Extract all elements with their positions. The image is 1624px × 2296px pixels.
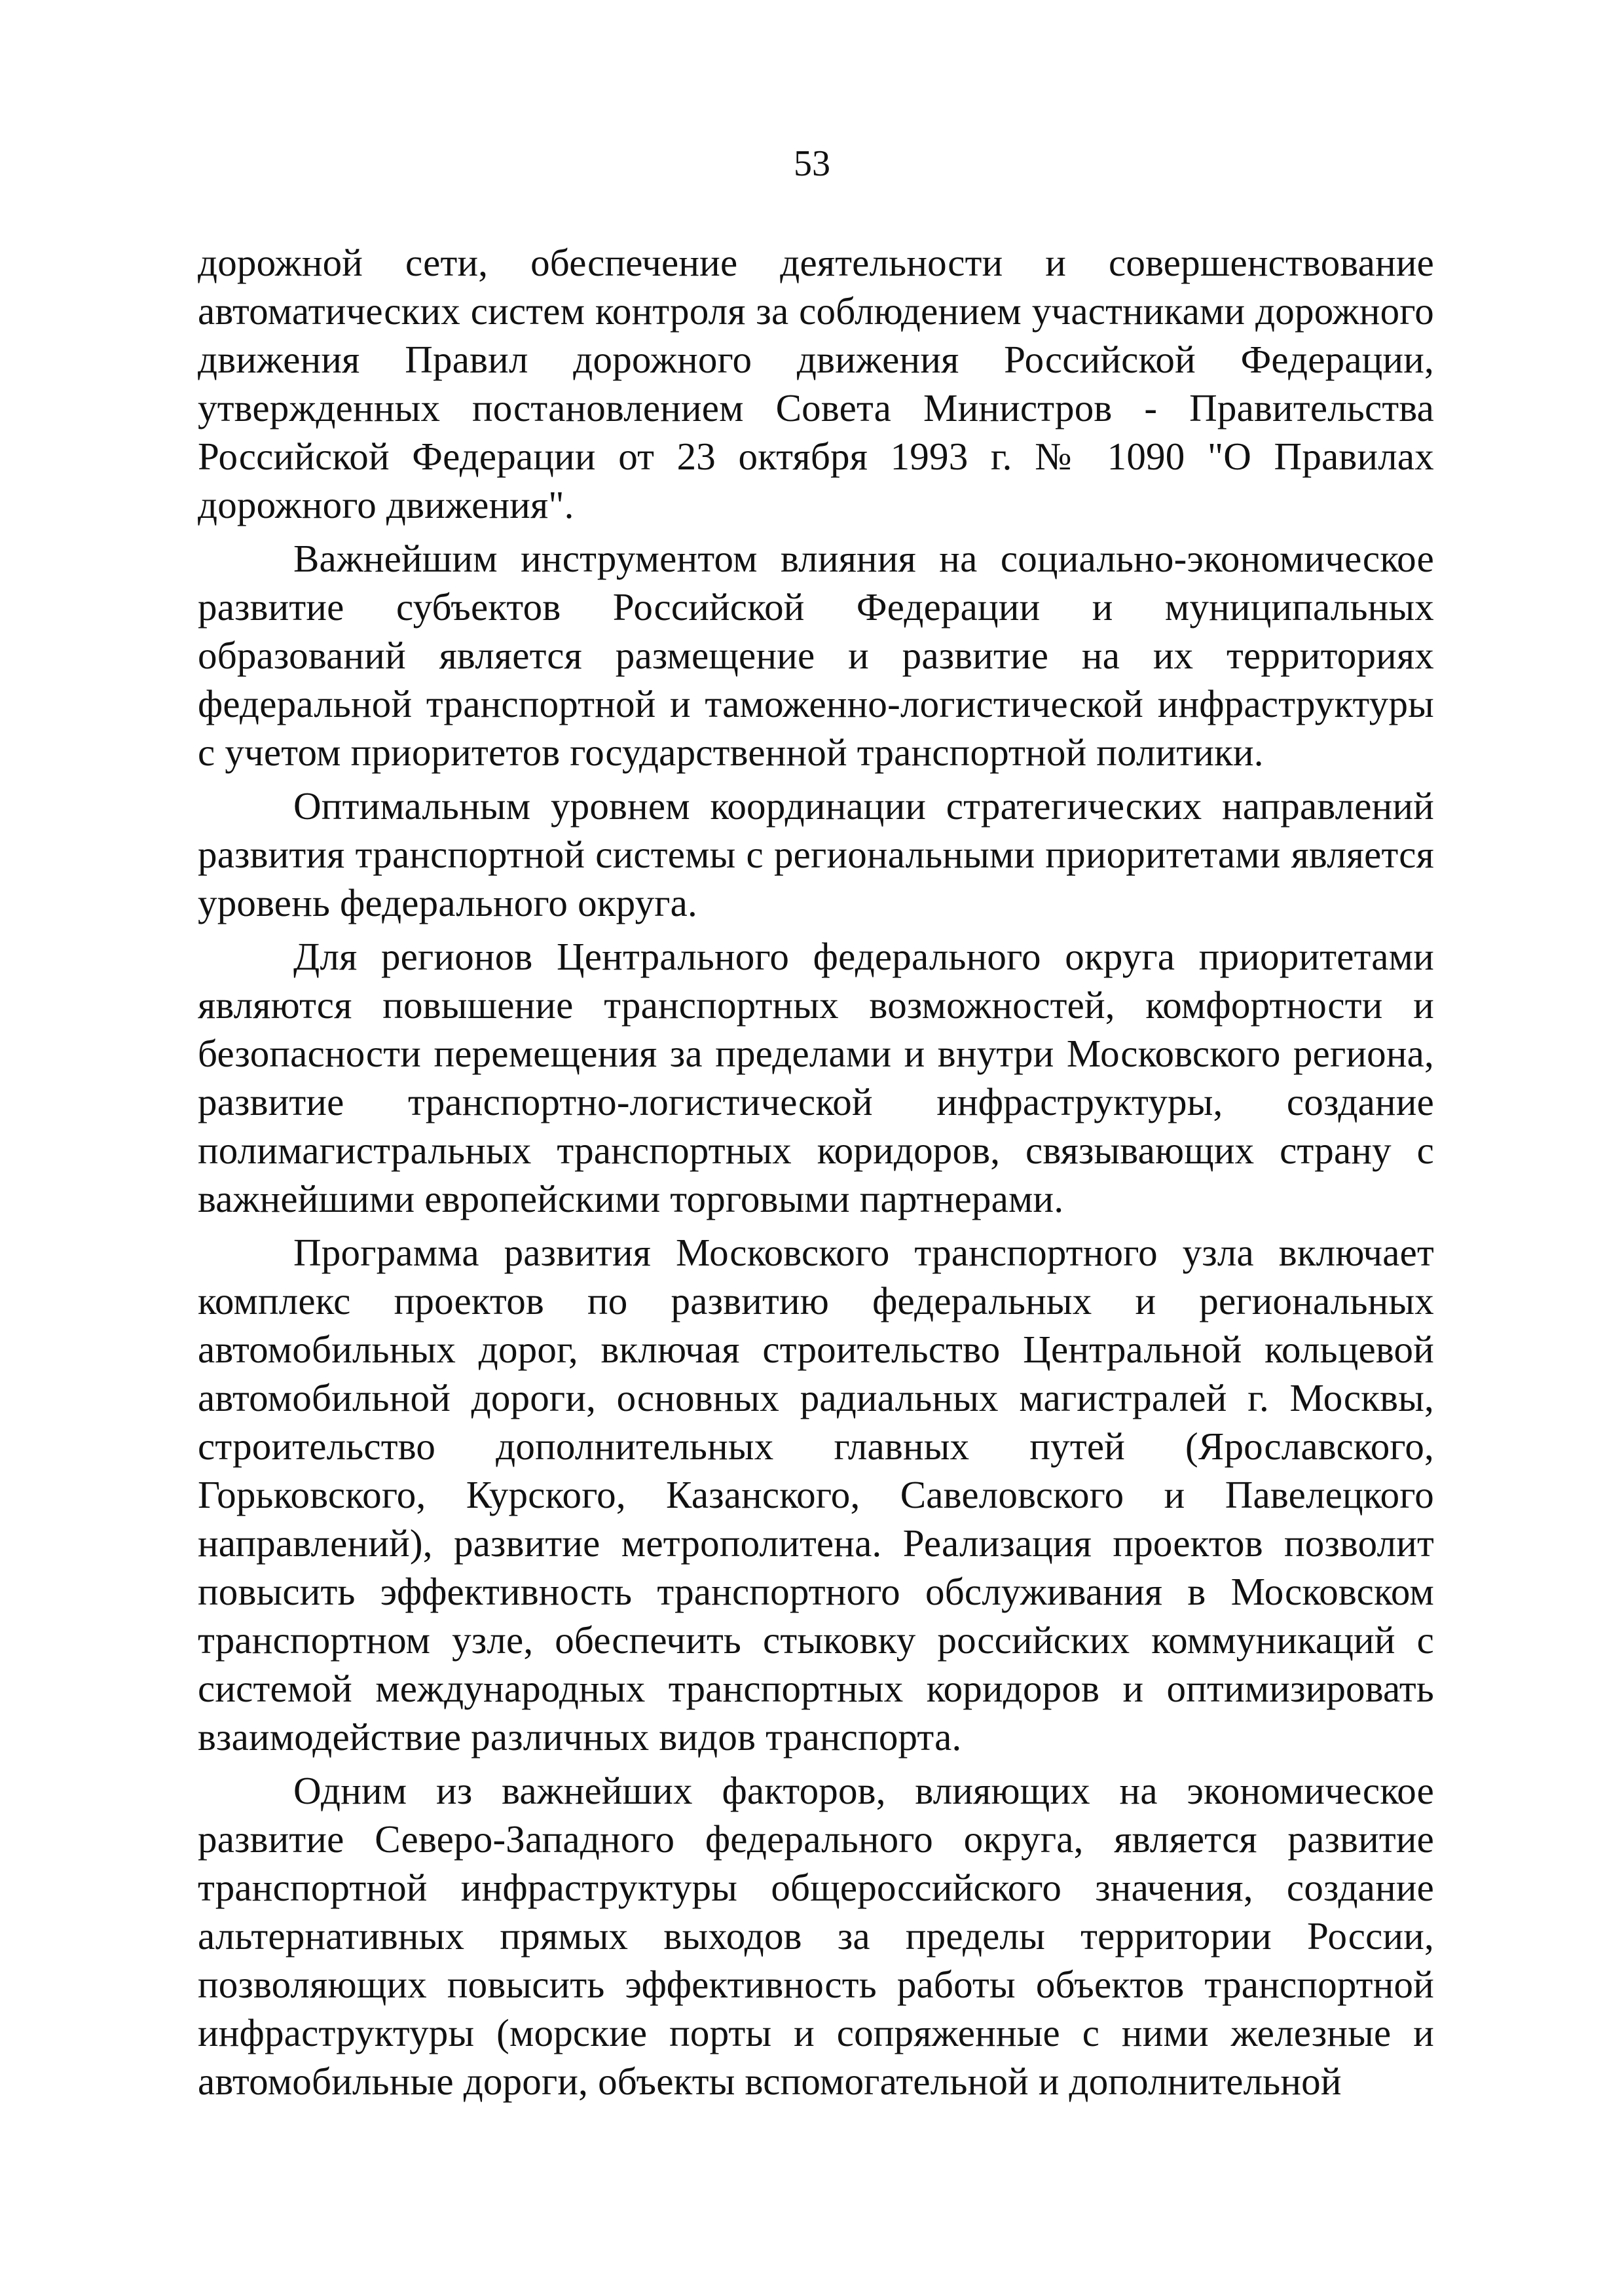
paragraph-2: Важнейшим инструментом влияния на социально-экономическое развитие субъектов Российской Федерации и муниципальных образований является размещение и развитие на их территориях федеральной транспортной и таможенно-логистической инфраструктуры с учетом приоритетов государственной транспортной политики. [198,537,1434,774]
page-number: 53 [794,143,830,184]
paragraph-3: Оптимальным уровнем координации стратегических направлений развития транспортной системы с региональными приоритетами является уровень федерального округа. [198,784,1434,924]
paragraph-6: Одним из важнейших факторов, влияющих на экономическое развитие Северо-Западного федерального округа, является развитие транспортной инфраструктуры общероссийского значения, создание альтернативных прямых выходов за пределы территории России, позволяющих повысить эффективность работы объектов транспортной инфраструктуры (морские порты и сопряженные с ними железные и автомобильные дороги, объекты вспомогательной и дополнительной [198,1769,1434,2103]
paragraph-4: Для регионов Центрального федерального округа приоритетами являются повышение транспортных возможностей, комфортности и безопасности перемещения за пределами и внутри Московского региона, развитие транспортно-логистической инфраструктуры, создание полимагистральных транспортных коридоров, связывающих страну с важнейшими европейскими торговыми партнерами. [198,935,1434,1220]
paragraph-1: дорожной сети, обеспечение деятельности и совершенствование автоматических систем контроля за соблюдением участниками дорожного движения Правил дорожного движения Российской Федерации, утвержденных постановлением Совета Министров - Правительства Российской Федерации от 23 октября 1993 г. № 1090 "О Правилах дорожного движения". [198,241,1434,526]
paragraph-5: Программа развития Московского транспортного узла включает комплекс проектов по развитию федеральных и региональных автомобильных дорог, включая строительство Центральной кольцевой автомобильной дороги, основных радиальных магистралей г. Москвы, строительство дополнительных главных путей (Ярославского, Горьковского, Курского, Казанского, Савеловского и Павелецкого направлений), развитие метрополитена. Реализация проектов позволит повысить эффективность транспортного обслуживания в Московском транспортном узле, обеспечить стыковку российских коммуникаций с системой международных транспортных коридоров и оптимизировать взаимодействие различных видов транспорта. [198,1231,1434,1758]
body-text [198,238,1434,2105]
